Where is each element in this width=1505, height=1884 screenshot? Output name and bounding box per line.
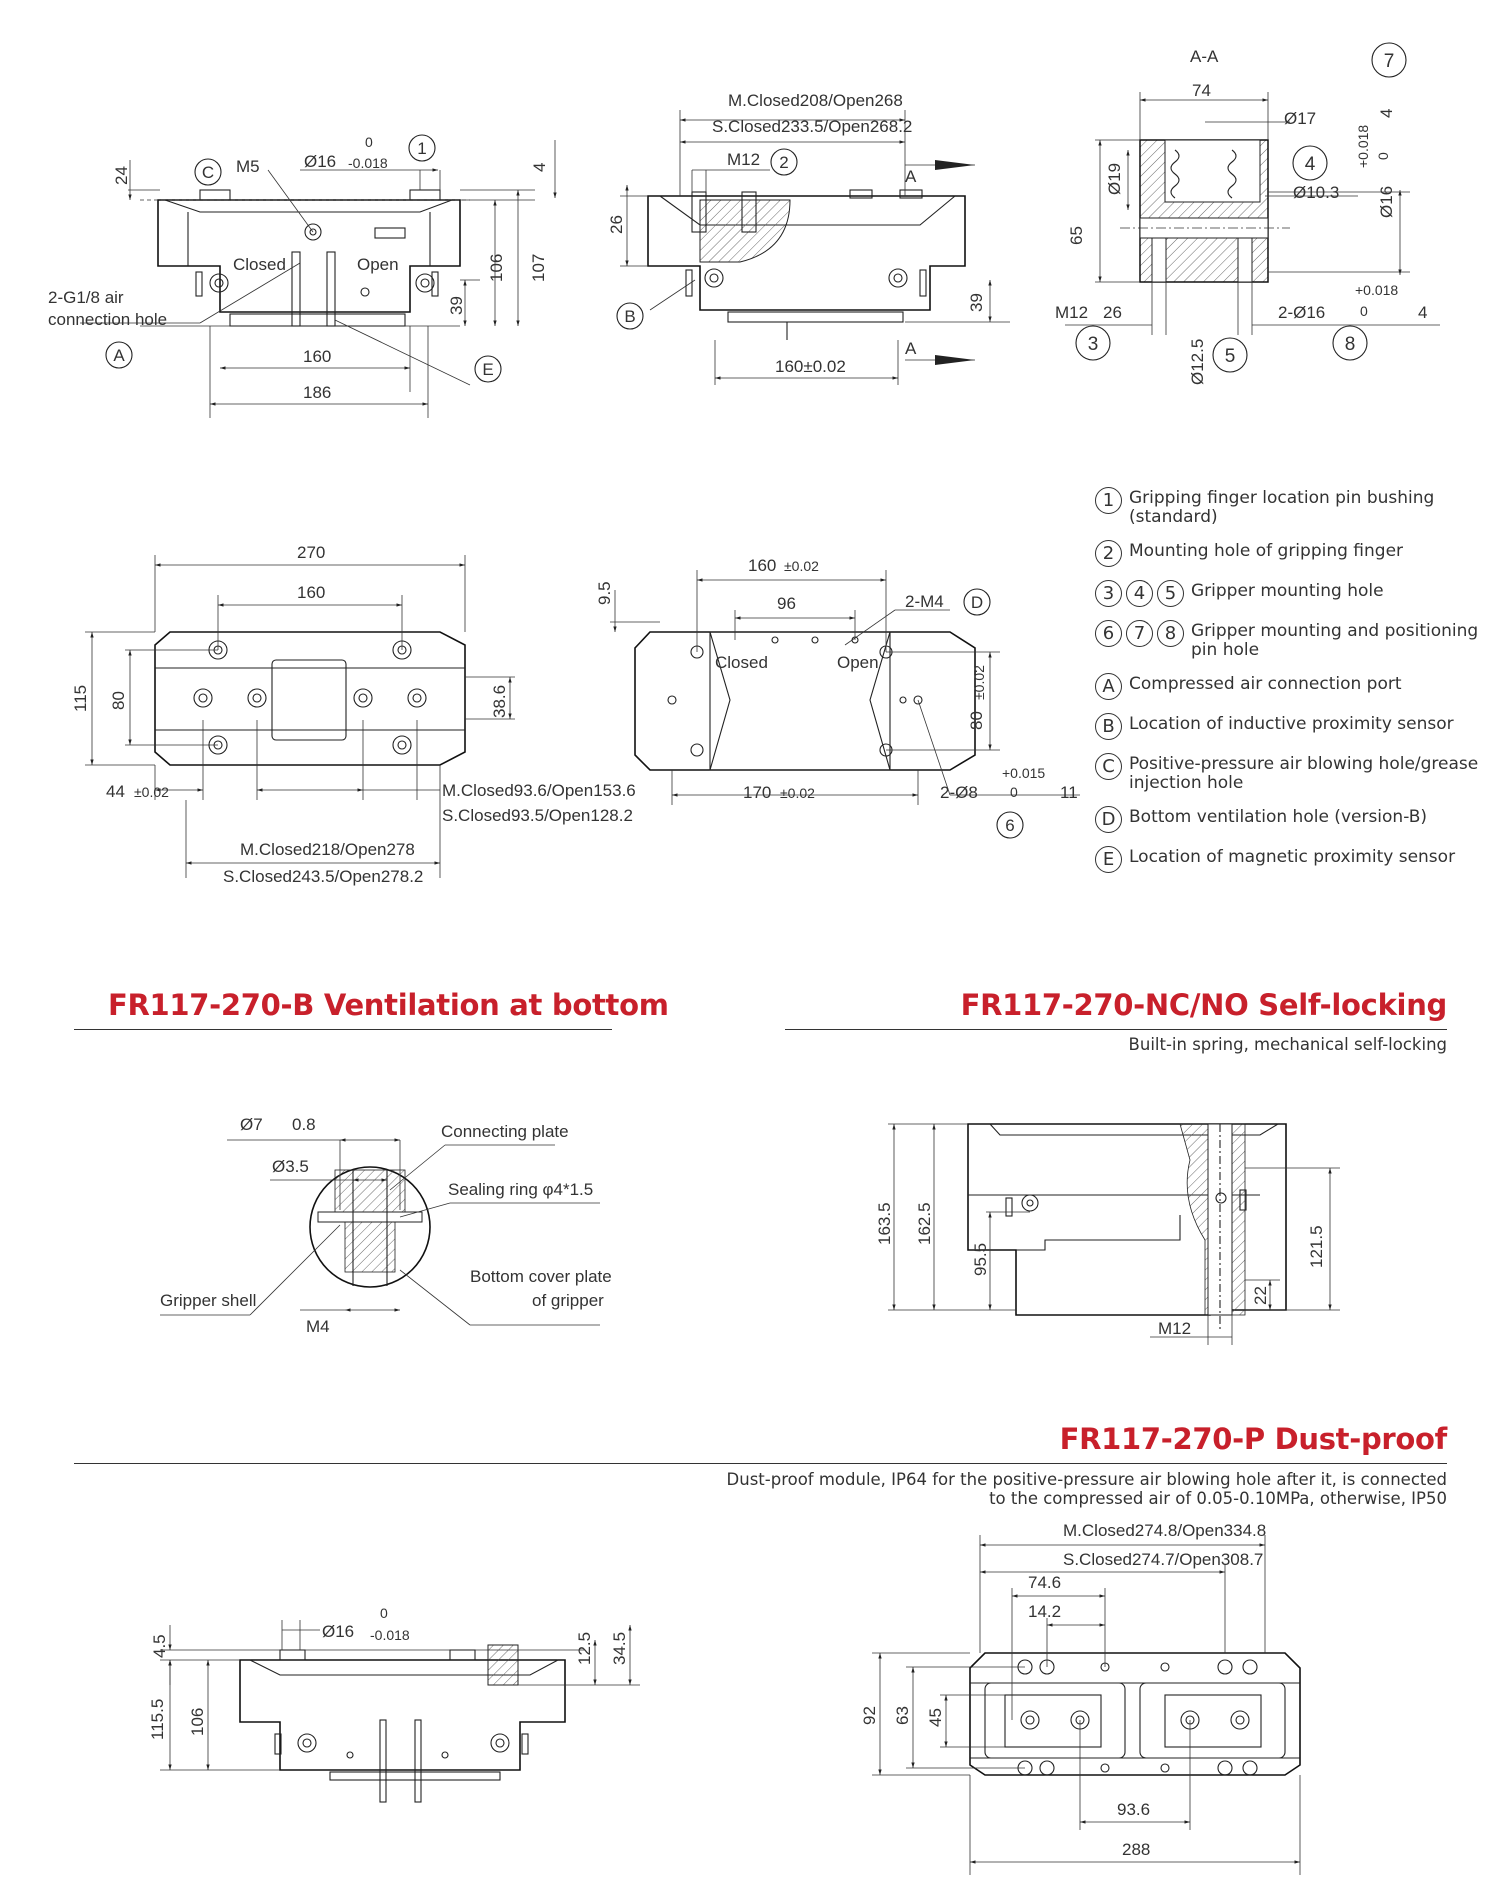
bottom-d95: 9.5 xyxy=(595,581,614,605)
dust-d115: 115.5 xyxy=(148,1698,167,1740)
legend-marks xyxy=(1095,487,1122,514)
top-tol44: ±0.02 xyxy=(134,784,169,800)
legend-mark: D xyxy=(1095,806,1122,833)
top-d44: 44 xyxy=(106,782,125,801)
front-closed: Closed xyxy=(233,255,286,274)
side-sec-a1: A xyxy=(905,167,917,186)
side-view xyxy=(607,91,1010,385)
legend-item xyxy=(1095,580,1495,607)
front-d186: 186 xyxy=(303,383,332,402)
dusttop-d63: 63 xyxy=(893,1706,912,1725)
dusttop-d288: 288 xyxy=(1122,1840,1151,1859)
bottom-pin-dn: 0 xyxy=(1010,784,1018,800)
legend-item xyxy=(1095,540,1495,567)
legend-text: Positive-pressure air blowing hole/grease injection hole xyxy=(1129,754,1479,793)
bottom-open: Open xyxy=(837,653,879,672)
legend-text: Mounting hole of gripping finger xyxy=(1129,541,1404,561)
bottom-tol80: ±0.02 xyxy=(971,665,987,700)
bottom-m4: 2-M4 xyxy=(905,592,944,611)
legend-mark: C xyxy=(1095,753,1122,780)
heading-selflocking: FR117-270-NC/NO Self-locking xyxy=(960,988,1447,1022)
selflock-d121: 121.5 xyxy=(1307,1225,1326,1268)
legend-mark: 6 xyxy=(1095,620,1122,647)
vent-depth: 0.8 xyxy=(292,1115,316,1134)
dust-d106: 106 xyxy=(188,1707,207,1736)
legend-marks xyxy=(1095,540,1122,567)
section-phi16: Ø16 xyxy=(1377,185,1396,218)
bottom-tol170: ±0.02 xyxy=(780,785,815,801)
legend-mark: 8 xyxy=(1157,620,1184,647)
section-title: A-A xyxy=(1190,47,1219,66)
svg-text:E: E xyxy=(482,360,494,379)
legend-mark: A xyxy=(1095,673,1122,700)
svg-text:2: 2 xyxy=(779,153,789,172)
top-s1: S.Closed93.5/Open128.2 xyxy=(442,806,633,825)
section-view xyxy=(1055,43,1440,385)
front-tol-dn: -0.018 xyxy=(348,155,388,171)
legend-text: Gripping finger location pin bushing (standard) xyxy=(1129,488,1435,527)
section-pin-depth: 4 xyxy=(1418,303,1428,322)
front-tol-up: 0 xyxy=(365,134,373,150)
section-pin-up: +0.018 xyxy=(1355,282,1399,298)
vent-shell: Gripper shell xyxy=(160,1291,257,1310)
section-phi17: Ø17 xyxy=(1284,109,1317,128)
dust-tol-up: 0 xyxy=(380,1605,388,1621)
vent-cover-1: Bottom cover plate xyxy=(470,1267,612,1286)
legend-item xyxy=(1095,806,1495,833)
section-phi10: Ø10.3 xyxy=(1293,183,1340,202)
legend xyxy=(1095,487,1495,886)
section-pin-dn: 0 xyxy=(1360,303,1368,319)
section-phi12: Ø12.5 xyxy=(1188,338,1207,385)
top-m2: M.Closed218/Open278 xyxy=(240,840,415,859)
legend-item xyxy=(1095,487,1495,527)
top-m1: M.Closed93.6/Open153.6 xyxy=(442,781,636,800)
legend-mark: 3 xyxy=(1095,580,1122,607)
front-phi16: Ø16 xyxy=(304,152,337,171)
bottom-closed: Closed xyxy=(715,653,768,672)
legend-mark: 7 xyxy=(1126,620,1153,647)
front-d24: 24 xyxy=(112,166,131,185)
svg-text:8: 8 xyxy=(1344,334,1356,355)
dusttop-d92: 92 xyxy=(860,1706,879,1725)
svg-text:6: 6 xyxy=(1005,816,1015,835)
heading-ventilation: FR117-270-B Ventilation at bottom xyxy=(108,988,669,1022)
vent-plate: Connecting plate xyxy=(441,1122,569,1141)
section-depth4: 4 xyxy=(1377,108,1396,118)
legend-text: Location of inductive proximity sensor xyxy=(1129,714,1454,734)
legend-mark: 5 xyxy=(1157,580,1184,607)
selflock-d22: 22 xyxy=(1251,1286,1270,1305)
legend-marks xyxy=(1095,846,1122,873)
legend-marks xyxy=(1095,580,1184,607)
legend-mark: B xyxy=(1095,713,1122,740)
front-d106: 106 xyxy=(487,253,506,282)
rule-dustproof xyxy=(74,1463,1447,1464)
front-open: Open xyxy=(357,255,399,274)
svg-text:A: A xyxy=(113,346,125,365)
legend-text: Location of magnetic proximity sensor xyxy=(1129,847,1456,867)
legend-item xyxy=(1095,753,1495,793)
vent-m4: M4 xyxy=(306,1317,330,1336)
bottom-view xyxy=(595,556,1080,838)
legend-item xyxy=(1095,620,1495,660)
bottom-d160: 160 xyxy=(748,556,777,575)
dust-phi16: Ø16 xyxy=(322,1622,355,1641)
section-depth26: 26 xyxy=(1103,303,1122,322)
legend-mark: E xyxy=(1095,846,1122,873)
selflock-view xyxy=(875,1124,1340,1345)
top-d160: 160 xyxy=(297,583,326,602)
top-d38: 38.6 xyxy=(490,684,509,718)
side-s-stroke: S.Closed233.5/Open268.2 xyxy=(712,117,913,136)
vent-phi7: Ø7 xyxy=(240,1115,263,1134)
legend-mark: 4 xyxy=(1126,580,1153,607)
dustproof-subtitle-2: to the compressed air of 0.05-0.10MPa, otherwise, IP50 xyxy=(989,1489,1447,1508)
legend-marks xyxy=(1095,620,1184,647)
svg-text:7: 7 xyxy=(1383,51,1395,72)
bottom-pin-depth: 11 xyxy=(1060,783,1078,802)
selflocking-subtitle: Built-in spring, mechanical self-locking xyxy=(1128,1035,1447,1054)
section-pin: 2-Ø16 xyxy=(1278,303,1326,322)
vent-ring: Sealing ring φ4*1.5 xyxy=(448,1180,594,1199)
legend-marks xyxy=(1095,753,1122,780)
legend-marks xyxy=(1095,806,1122,833)
legend-text: Bottom ventilation hole (version-B) xyxy=(1129,807,1428,827)
svg-text:4: 4 xyxy=(1304,154,1316,175)
legend-mark: 2 xyxy=(1095,540,1122,567)
legend-text: Compressed air connection port xyxy=(1129,674,1402,694)
svg-text:1: 1 xyxy=(417,139,427,158)
front-air-2: connection hole xyxy=(48,310,168,329)
vent-detail-view xyxy=(160,1115,612,1336)
side-d26: 26 xyxy=(607,215,626,234)
selflock-d162: 162.5 xyxy=(915,1202,934,1245)
bottom-tol160: ±0.02 xyxy=(784,558,819,574)
side-sec-a2: A xyxy=(905,339,917,358)
dust-d45: 4.5 xyxy=(150,1634,169,1658)
rule-ventilation xyxy=(74,1029,612,1030)
dust-d12: 12.5 xyxy=(575,1631,594,1665)
side-d160: 160±0.02 xyxy=(775,357,846,376)
svg-text:B: B xyxy=(624,307,636,326)
dust-top-view xyxy=(860,1521,1300,1875)
legend-marks xyxy=(1095,673,1122,700)
section-tol-up: +0.018 xyxy=(1355,124,1371,168)
dust-d34: 34.5 xyxy=(610,1631,629,1665)
front-view xyxy=(48,134,555,418)
front-m5: M5 xyxy=(236,157,260,176)
top-d80: 80 xyxy=(109,691,128,710)
dustproof-subtitle-1: Dust-proof module, IP64 for the positive-pressure air blowing hole after it, is connected xyxy=(726,1470,1447,1489)
section-d65: 65 xyxy=(1067,226,1086,245)
legend-mark: 1 xyxy=(1095,487,1122,514)
dusttop-m: M.Closed274.8/Open334.8 xyxy=(1063,1521,1267,1540)
section-tol-dn: 0 xyxy=(1375,152,1391,160)
bottom-d170: 170 xyxy=(743,783,772,802)
legend-marks xyxy=(1095,713,1122,740)
top-view xyxy=(71,543,636,886)
vent-phi35: Ø3.5 xyxy=(272,1157,309,1176)
top-s2: S.Closed243.5/Open278.2 xyxy=(223,867,424,886)
legend-item xyxy=(1095,846,1495,873)
front-air-1: 2-G1/8 air xyxy=(48,288,124,307)
dusttop-s: S.Closed274.7/Open308.7 xyxy=(1063,1550,1264,1569)
svg-text:C: C xyxy=(201,163,215,182)
side-m-stroke: M.Closed208/Open268 xyxy=(728,91,903,110)
legend-text: Gripper mounting hole xyxy=(1191,581,1384,601)
legend-item xyxy=(1095,713,1495,740)
legend-text: Gripper mounting and positioning pin hole xyxy=(1191,621,1479,660)
bottom-d96: 96 xyxy=(777,594,796,613)
section-d74: 74 xyxy=(1192,81,1211,100)
bottom-d80: 80 xyxy=(967,711,986,730)
dusttop-d74: 74.6 xyxy=(1028,1573,1062,1592)
dusttop-d45: 45 xyxy=(926,1708,945,1727)
front-d160: 160 xyxy=(303,347,332,366)
top-d115: 115 xyxy=(71,684,90,712)
svg-text:5: 5 xyxy=(1224,346,1236,367)
svg-text:D: D xyxy=(970,593,984,612)
rule-selflocking xyxy=(785,1029,1447,1030)
heading-dustproof: FR117-270-P Dust-proof xyxy=(1059,1422,1447,1456)
selflock-d163: 163.5 xyxy=(875,1202,894,1245)
side-m12: M12 xyxy=(727,150,761,169)
bottom-pin-up: +0.015 xyxy=(1002,765,1046,781)
vent-cover-2: of gripper xyxy=(532,1291,604,1310)
dusttop-d93: 93.6 xyxy=(1117,1800,1151,1819)
section-phi19: Ø19 xyxy=(1105,162,1124,195)
legend-item xyxy=(1095,673,1495,700)
dust-tol-dn: -0.018 xyxy=(370,1627,410,1643)
front-d107: 107 xyxy=(529,253,548,282)
front-d4: 4 xyxy=(530,162,549,172)
dusttop-d14: 14.2 xyxy=(1028,1602,1062,1621)
top-d270: 270 xyxy=(297,543,326,562)
front-d39: 39 xyxy=(447,296,466,315)
side-d39: 39 xyxy=(967,293,986,312)
svg-text:3: 3 xyxy=(1087,334,1099,355)
dust-front-view xyxy=(148,1605,640,1802)
section-m12: M12 xyxy=(1055,303,1089,322)
bottom-pin: 2-Ø8 xyxy=(940,783,978,802)
selflock-m12: M12 xyxy=(1158,1319,1192,1338)
selflock-d95: 95.5 xyxy=(971,1242,990,1276)
